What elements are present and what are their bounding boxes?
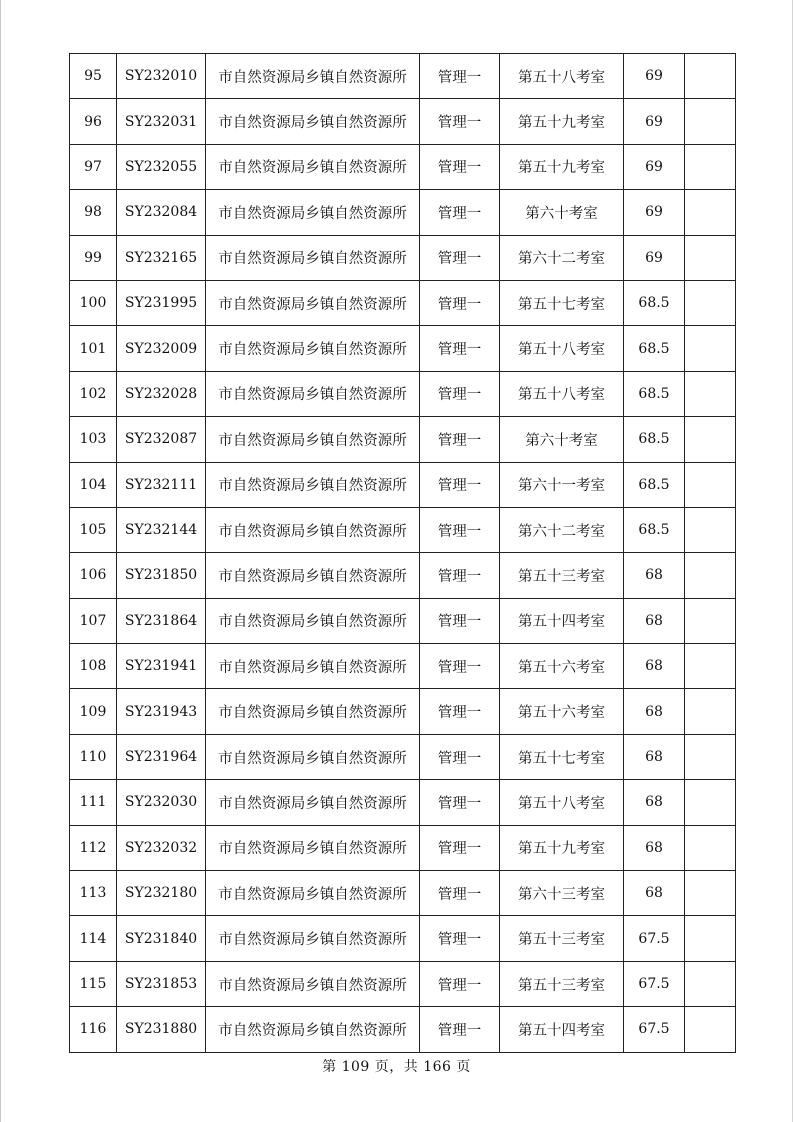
- score-cell: 68: [624, 871, 685, 916]
- unit-cell: 市自然资源局乡镇自然资源所: [206, 417, 420, 462]
- candidate-id-cell: SY231864: [117, 598, 206, 643]
- row-number-cell: 115: [70, 961, 117, 1006]
- position-cell: 管理一: [420, 780, 500, 825]
- candidate-id-cell: SY231964: [117, 734, 206, 779]
- candidate-id-cell: SY231853: [117, 961, 206, 1006]
- candidate-id-cell: SY232144: [117, 507, 206, 552]
- exam-room-cell: 第五十四考室: [500, 598, 624, 643]
- note-cell: [685, 235, 736, 280]
- score-cell: 68: [624, 734, 685, 779]
- note-cell: [685, 144, 736, 189]
- row-number-cell: 111: [70, 780, 117, 825]
- row-number-cell: 114: [70, 916, 117, 961]
- candidate-id-cell: SY232084: [117, 190, 206, 235]
- exam-room-cell: 第五十九考室: [500, 144, 624, 189]
- candidate-id-cell: SY231840: [117, 916, 206, 961]
- candidate-id-cell: SY232087: [117, 417, 206, 462]
- unit-cell: 市自然资源局乡镇自然资源所: [206, 462, 420, 507]
- candidate-id-cell: SY231943: [117, 689, 206, 734]
- note-cell: [685, 689, 736, 734]
- candidate-id-cell: SY231850: [117, 553, 206, 598]
- note-cell: [685, 99, 736, 144]
- unit-cell: 市自然资源局乡镇自然资源所: [206, 689, 420, 734]
- table-body: [70, 54, 736, 1053]
- score-cell: 67.5: [624, 1007, 685, 1052]
- candidate-id-cell: SY232009: [117, 326, 206, 371]
- table-row: [70, 871, 736, 916]
- exam-room-cell: 第五十七考室: [500, 734, 624, 779]
- table-row: [70, 54, 736, 99]
- position-cell: 管理一: [420, 371, 500, 416]
- position-cell: 管理一: [420, 916, 500, 961]
- position-cell: 管理一: [420, 871, 500, 916]
- page-footer: 第 109 页，共 166 页: [322, 1059, 471, 1075]
- unit-cell: 市自然资源局乡镇自然资源所: [206, 99, 420, 144]
- position-cell: 管理一: [420, 326, 500, 371]
- score-cell: 69: [624, 235, 685, 280]
- note-cell: [685, 1007, 736, 1052]
- candidate-id-cell: SY232111: [117, 462, 206, 507]
- row-number-cell: 106: [70, 553, 117, 598]
- note-cell: [685, 280, 736, 325]
- exam-room-cell: 第六十考室: [500, 417, 624, 462]
- exam-room-cell: 第五十八考室: [500, 326, 624, 371]
- position-cell: 管理一: [420, 235, 500, 280]
- row-number-cell: 112: [70, 825, 117, 870]
- table-row: [70, 1007, 736, 1052]
- position-cell: 管理一: [420, 507, 500, 552]
- note-cell: [685, 190, 736, 235]
- exam-room-cell: 第六十二考室: [500, 235, 624, 280]
- exam-room-cell: 第五十四考室: [500, 1007, 624, 1052]
- score-cell: 69: [624, 190, 685, 235]
- table-row: [70, 644, 736, 689]
- exam-room-cell: 第五十八考室: [500, 371, 624, 416]
- note-cell: [685, 598, 736, 643]
- exam-room-cell: 第五十六考室: [500, 689, 624, 734]
- unit-cell: 市自然资源局乡镇自然资源所: [206, 235, 420, 280]
- table-row: [70, 326, 736, 371]
- position-cell: 管理一: [420, 144, 500, 189]
- row-number-cell: 107: [70, 598, 117, 643]
- note-cell: [685, 553, 736, 598]
- unit-cell: 市自然资源局乡镇自然资源所: [206, 144, 420, 189]
- score-cell: 69: [624, 144, 685, 189]
- unit-cell: 市自然资源局乡镇自然资源所: [206, 280, 420, 325]
- row-number-cell: 102: [70, 371, 117, 416]
- table-row: [70, 916, 736, 961]
- row-number-cell: 104: [70, 462, 117, 507]
- exam-room-cell: 第五十三考室: [500, 916, 624, 961]
- exam-room-cell: 第五十九考室: [500, 99, 624, 144]
- row-number-cell: 108: [70, 644, 117, 689]
- exam-room-cell: 第六十二考室: [500, 507, 624, 552]
- note-cell: [685, 507, 736, 552]
- unit-cell: 市自然资源局乡镇自然资源所: [206, 961, 420, 1006]
- position-cell: 管理一: [420, 961, 500, 1006]
- exam-room-cell: 第六十三考室: [500, 871, 624, 916]
- table-row: [70, 417, 736, 462]
- unit-cell: 市自然资源局乡镇自然资源所: [206, 190, 420, 235]
- score-cell: 68: [624, 598, 685, 643]
- row-number-cell: 96: [70, 99, 117, 144]
- score-cell: 68: [624, 689, 685, 734]
- unit-cell: 市自然资源局乡镇自然资源所: [206, 916, 420, 961]
- table-row: [70, 689, 736, 734]
- score-cell: 68.5: [624, 507, 685, 552]
- candidate-id-cell: SY232055: [117, 144, 206, 189]
- candidate-id-cell: SY232032: [117, 825, 206, 870]
- row-number-cell: 100: [70, 280, 117, 325]
- table-row: [70, 280, 736, 325]
- note-cell: [685, 825, 736, 870]
- note-cell: [685, 780, 736, 825]
- note-cell: [685, 644, 736, 689]
- score-cell: 69: [624, 99, 685, 144]
- exam-room-cell: 第五十六考室: [500, 644, 624, 689]
- note-cell: [685, 961, 736, 1006]
- exam-room-cell: 第六十考室: [500, 190, 624, 235]
- note-cell: [685, 462, 736, 507]
- exam-room-cell: 第五十九考室: [500, 825, 624, 870]
- row-number-cell: 103: [70, 417, 117, 462]
- table-row: [70, 961, 736, 1006]
- unit-cell: 市自然资源局乡镇自然资源所: [206, 825, 420, 870]
- score-cell: 68: [624, 825, 685, 870]
- table-row: [70, 598, 736, 643]
- position-cell: 管理一: [420, 99, 500, 144]
- position-cell: 管理一: [420, 598, 500, 643]
- unit-cell: 市自然资源局乡镇自然资源所: [206, 871, 420, 916]
- row-number-cell: 98: [70, 190, 117, 235]
- row-number-cell: 110: [70, 734, 117, 779]
- note-cell: [685, 916, 736, 961]
- unit-cell: 市自然资源局乡镇自然资源所: [206, 780, 420, 825]
- exam-room-cell: 第五十八考室: [500, 780, 624, 825]
- exam-room-cell: 第六十一考室: [500, 462, 624, 507]
- unit-cell: 市自然资源局乡镇自然资源所: [206, 371, 420, 416]
- note-cell: [685, 417, 736, 462]
- candidate-id-cell: SY231995: [117, 280, 206, 325]
- unit-cell: 市自然资源局乡镇自然资源所: [206, 734, 420, 779]
- score-cell: 68: [624, 644, 685, 689]
- score-cell: 68.5: [624, 280, 685, 325]
- table-row: [70, 99, 736, 144]
- score-table: [69, 53, 736, 1053]
- position-cell: 管理一: [420, 190, 500, 235]
- score-cell: 68.5: [624, 417, 685, 462]
- position-cell: 管理一: [420, 644, 500, 689]
- table-row: [70, 825, 736, 870]
- exam-room-cell: 第五十三考室: [500, 553, 624, 598]
- candidate-id-cell: SY231941: [117, 644, 206, 689]
- note-cell: [685, 54, 736, 99]
- position-cell: 管理一: [420, 280, 500, 325]
- table-row: [70, 190, 736, 235]
- row-number-cell: 99: [70, 235, 117, 280]
- position-cell: 管理一: [420, 417, 500, 462]
- unit-cell: 市自然资源局乡镇自然资源所: [206, 1007, 420, 1052]
- position-cell: 管理一: [420, 54, 500, 99]
- row-number-cell: 109: [70, 689, 117, 734]
- table-row: [70, 553, 736, 598]
- score-cell: 68: [624, 553, 685, 598]
- table-row: [70, 144, 736, 189]
- unit-cell: 市自然资源局乡镇自然资源所: [206, 326, 420, 371]
- note-cell: [685, 371, 736, 416]
- candidate-id-cell: SY232165: [117, 235, 206, 280]
- position-cell: 管理一: [420, 1007, 500, 1052]
- score-cell: 67.5: [624, 916, 685, 961]
- exam-room-cell: 第五十三考室: [500, 961, 624, 1006]
- unit-cell: 市自然资源局乡镇自然资源所: [206, 598, 420, 643]
- score-cell: 67.5: [624, 961, 685, 1006]
- unit-cell: 市自然资源局乡镇自然资源所: [206, 54, 420, 99]
- note-cell: [685, 734, 736, 779]
- unit-cell: 市自然资源局乡镇自然资源所: [206, 553, 420, 598]
- score-cell: 68.5: [624, 462, 685, 507]
- note-cell: [685, 871, 736, 916]
- row-number-cell: 105: [70, 507, 117, 552]
- table-row: [70, 507, 736, 552]
- candidate-id-cell: SY232010: [117, 54, 206, 99]
- table-row: [70, 734, 736, 779]
- table-row: [70, 371, 736, 416]
- position-cell: 管理一: [420, 553, 500, 598]
- row-number-cell: 101: [70, 326, 117, 371]
- note-cell: [685, 326, 736, 371]
- row-number-cell: 113: [70, 871, 117, 916]
- candidate-id-cell: SY232028: [117, 371, 206, 416]
- unit-cell: 市自然资源局乡镇自然资源所: [206, 644, 420, 689]
- table-row: [70, 780, 736, 825]
- score-cell: 68.5: [624, 326, 685, 371]
- row-number-cell: 95: [70, 54, 117, 99]
- score-cell: 69: [624, 54, 685, 99]
- position-cell: 管理一: [420, 462, 500, 507]
- candidate-id-cell: SY232031: [117, 99, 206, 144]
- table-row: [70, 235, 736, 280]
- candidate-id-cell: SY231880: [117, 1007, 206, 1052]
- score-cell: 68: [624, 780, 685, 825]
- candidate-id-cell: SY232180: [117, 871, 206, 916]
- row-number-cell: 116: [70, 1007, 117, 1052]
- unit-cell: 市自然资源局乡镇自然资源所: [206, 507, 420, 552]
- score-cell: 68.5: [624, 371, 685, 416]
- position-cell: 管理一: [420, 689, 500, 734]
- exam-room-cell: 第五十八考室: [500, 54, 624, 99]
- exam-room-cell: 第五十七考室: [500, 280, 624, 325]
- position-cell: 管理一: [420, 825, 500, 870]
- candidate-id-cell: SY232030: [117, 780, 206, 825]
- table-row: [70, 462, 736, 507]
- row-number-cell: 97: [70, 144, 117, 189]
- position-cell: 管理一: [420, 734, 500, 779]
